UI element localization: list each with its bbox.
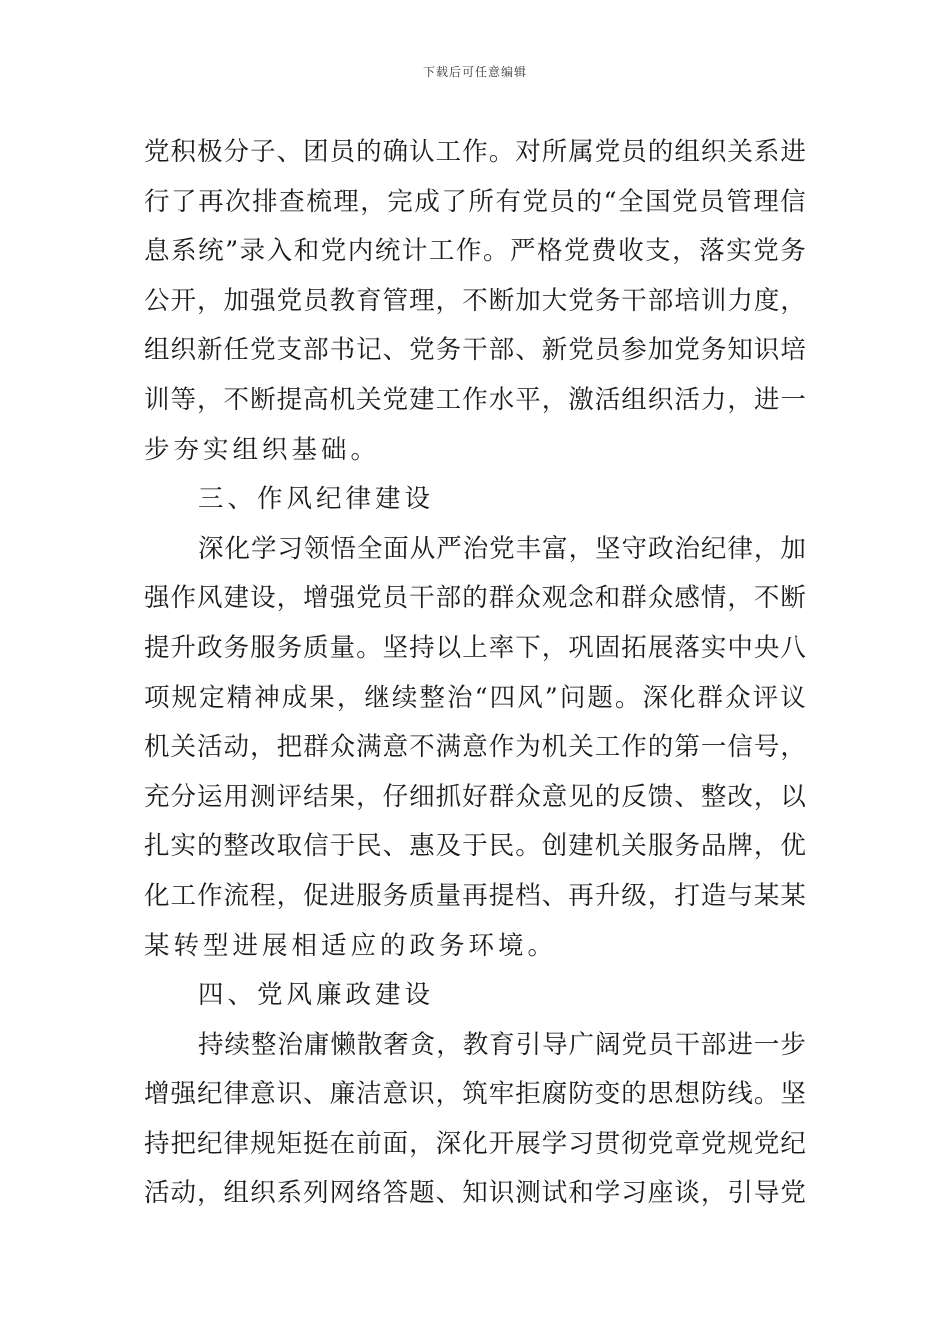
paragraph-line: 组 织 新 任 党 支 部 书 记 、 党 务 干 部 、 新 党 员 参 加 党 务 知 识 培 [144,335,806,366]
paragraph-line: 增 强 纪 律 意 识 、 廉 洁 意 识 ， 筑 牢 拒 腐 防 变 的 思 想 防 线 。 坚 [144,1079,806,1110]
paragraph-line: 党 积 极 分 子 、 团 员 的 确 认 工 作 。 对 所 属 党 员 的 组 织 关 系 进 [144,137,806,167]
paragraph-line: 息 系 统 ” 录 入 和 党 内 统 计 工 作 。 严 格 党 费 收 支 ， 落 实 党 务 [144,236,806,267]
paragraph-line: 某转型进展相适应的政务环境。 [144,930,558,961]
paragraph-line: 行 了 再 次 排 查 梳 理 ， 完 成 了 所 有 党 员 的 “ 全 国 党 员 管 理 信 [144,186,806,217]
paragraph-line: 持 续 整 治 庸 懒 散 奢 贪 ， 教 育 引 导 广 阔 党 员 干 部 进 一 步 [198,1029,806,1060]
paragraph-line: 持 把 纪 律 规 矩 挺 在 前 面 ， 深 化 开 展 学 习 贯 彻 党 章 党 规 党 纪 [144,1128,806,1159]
paragraph-line: 步夯实组织基础。 [144,434,381,465]
paragraph-line: 充 分 运 用 测 评 结 果 ， 仔 细 抓 好 群 众 意 见 的 反 馈 、 整 改 ， 以 [144,781,806,812]
document-body [144,128,806,1219]
paragraph-line: 项 规 定 精 神 成 果 ， 继 续 整 治 “ 四 风 ” 问 题 。 深 化 群 众 评 议 [144,682,806,713]
section-heading: 三、作风纪律建设 [198,484,435,515]
paragraph-line: 化 工 作 流 程 ， 促 进 服 务 质 量 再 提 档 、 再 升 级 ， 打 造 与 某 某 [144,880,806,911]
header-note: 下载后可任意编辑 [422,65,527,79]
paragraph-line: 机 关 活 动 ， 把 群 众 满 意 不 满 意 作 为 机 关 工 作 的 第 一 信 号 ， [144,732,806,763]
paragraph-line: 训 等 ， 不 断 提 高 机 关 党 建 工 作 水 平 ， 激 活 组 织 活 力 ， 进 一 [144,384,806,415]
section-heading: 四、党风廉政建设 [198,980,435,1011]
paragraph-line: 扎 实 的 整 改 取 信 于 民 、 惠 及 于 民 。 创 建 机 关 服 务 品 牌 ， 优 [144,831,806,862]
paragraph-line: 强 作 风 建 设 ， 增 强 党 员 干 部 的 群 众 观 念 和 群 众 感 情 ， 不 断 [144,583,806,614]
paragraph-line: 提 升 政 务 服 务 质 量 。 坚 持 以 上 率 下 ， 巩 固 拓 展 落 实 中 央 八 [144,632,806,663]
paragraph-line: 深 化 学 习 领 悟 全 面 从 严 治 党 丰 富 ， 坚 守 政 治 纪 律 ， 加 [198,533,806,564]
paragraph-line: 公 开 ， 加 强 党 员 教 育 管 理 ， 不 断 加 大 党 务 干 部 培 训 力 度 ， [144,285,806,316]
paragraph-line: 活 动 ， 组 织 系 列 网 络 答 题 、 知 识 测 试 和 学 习 座 谈 ， 引 导 党 [144,1178,806,1209]
